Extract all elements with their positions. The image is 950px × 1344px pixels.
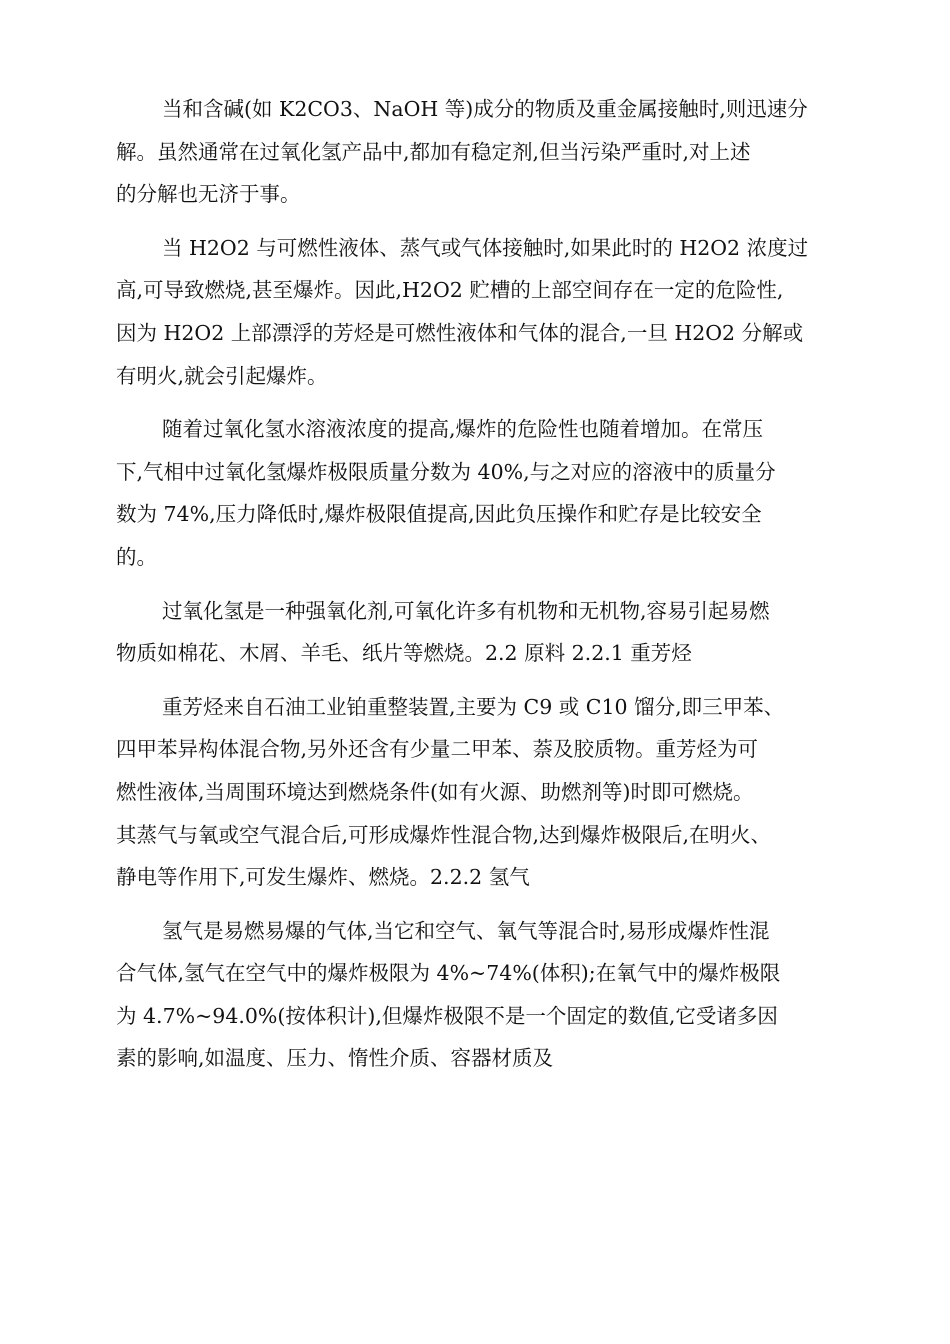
paragraph-2 [116,227,850,397]
text-line: 合气体,氢气在空气中的爆炸极限为 4%~74%(体积);在氧气中的爆炸极限 [116,961,781,986]
text-line: 素的影响,如温度、压力、惰性介质、容器材质及 [116,1046,554,1071]
paragraph-1 [116,88,850,216]
text-line: 过氧化氢是一种强氧化剂,可氧化许多有机物和无机物,容易引起易燃 [162,598,770,623]
text-line: 重芳烃来自石油工业铂重整装置,主要为 C9 或 C10 馏分,即三甲苯、 [162,694,785,719]
text-line: 当 H2O2 与可燃性液体、蒸气或气体接触时,如果此时的 H2O2 浓度过 [162,235,809,260]
text-line: 为 4.7%~94.0%(按体积计),但爆炸极限不是一个固定的数值,它受诸多因 [116,1003,778,1028]
text-line: 氢气是易燃易爆的气体,当它和空气、氧气等混合时,易形成爆炸性混 [162,918,770,943]
text-line: 因为 H2O2 上部漂浮的芳烃是可燃性液体和气体的混合,一旦 H2O2 分解或 [116,320,804,345]
text-line: 有明火,就会引起爆炸。 [116,363,328,388]
text-line: 当和含碱(如 K2CO3、NaOH 等)成分的物质及重金属接触时,则迅速分 [162,97,808,121]
text-line: 的。 [116,544,157,569]
text-line: 其蒸气与氧或空气混合后,可形成爆炸性混合物,达到爆炸极限后,在明火、 [116,822,772,847]
text-line: 解。虽然通常在过氧化氢产品中,都加有稳定剂,但当污染严重时,对上述 [116,139,751,164]
text-line: 燃性液体,当周围环境达到燃烧条件(如有火源、助燃剂等)时即可燃烧。 [116,779,754,804]
paragraph-3 [116,408,850,578]
text-line: 数为 74%,压力降低时,爆炸极限值提高,因此负压操作和贮存是比较安全 [116,502,762,527]
text-line: 物质如棉花、木屑、羊毛、纸片等燃烧。2.2 原料 2.2.1 重芳烃 [116,641,692,666]
text-line: 随着过氧化氢水溶液浓度的提高,爆炸的危险性也随着增加。在常压 [162,417,764,442]
text-line: 高,可导致燃烧,甚至爆炸。因此,H2O2 贮槽的上部空间存在一定的危险性, [116,278,784,303]
text-line: 的分解也无济于事。 [116,182,301,207]
paragraph-4 [116,590,850,675]
paragraph-5 [116,686,850,899]
text-line: 四甲苯异构体混合物,另外还含有少量二甲苯、萘及胶质物。重芳烃为可 [116,737,759,762]
text-line: 静电等作用下,可发生爆炸、燃烧。2.2.2 氢气 [116,865,530,890]
document-body [116,88,850,1091]
text-line: 下,气相中过氧化氢爆炸极限质量分数为 40%,与之对应的溶液中的质量分 [116,459,776,484]
paragraph-6 [116,910,850,1080]
